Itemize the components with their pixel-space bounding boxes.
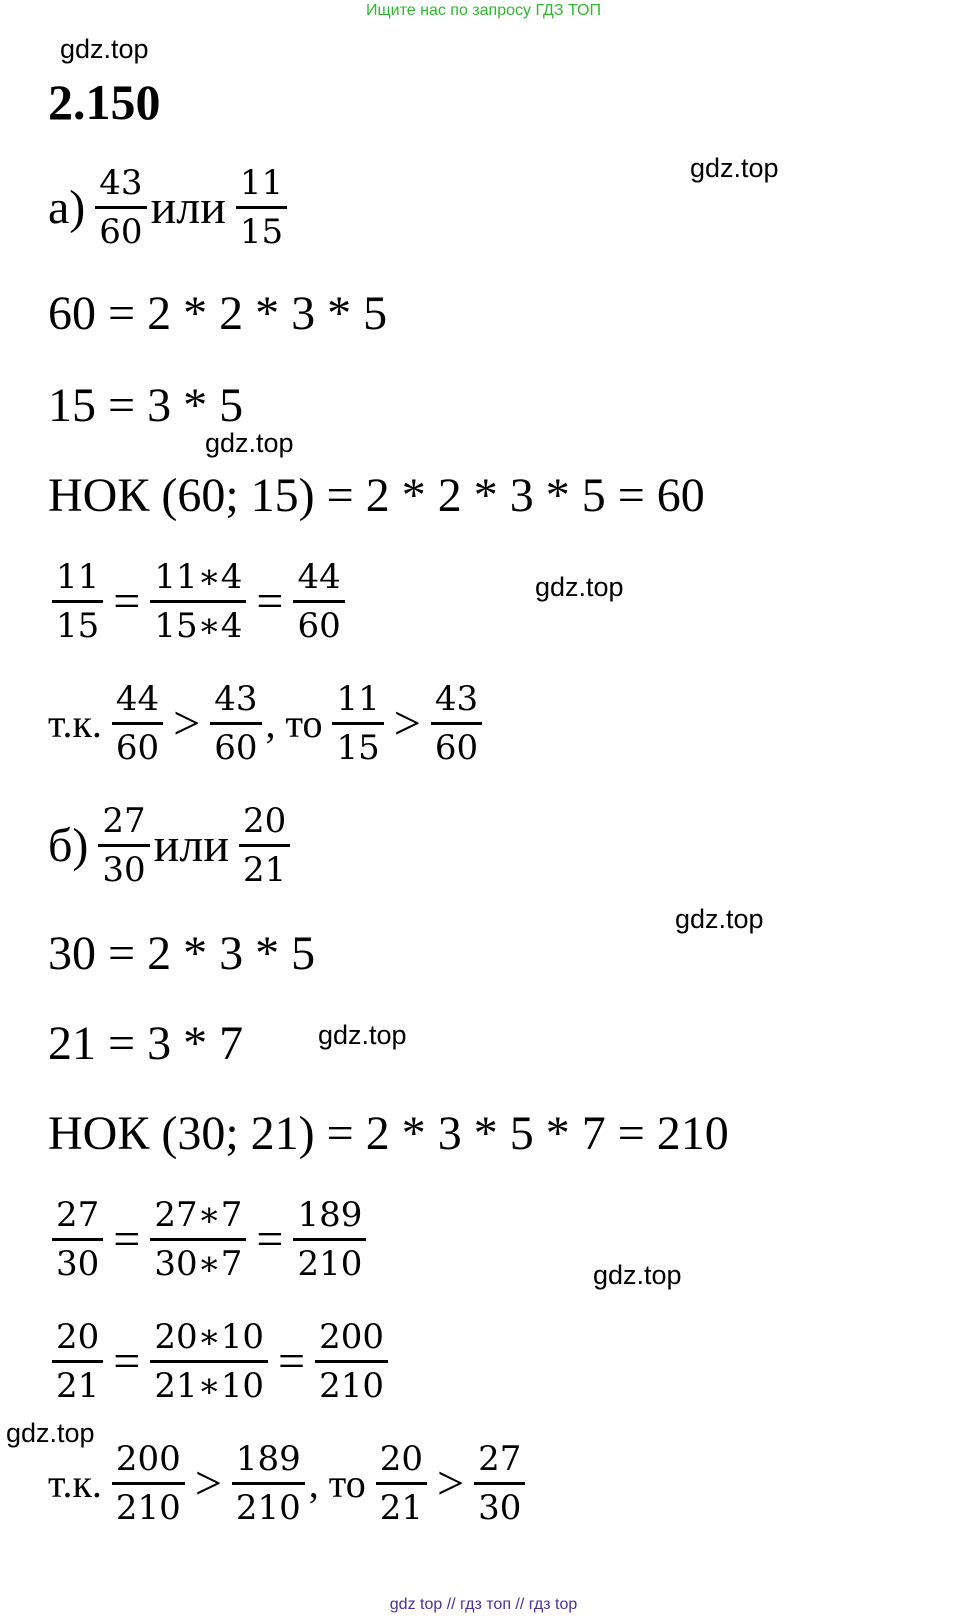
fraction — [52, 1316, 103, 1407]
numerator: 44 — [115, 679, 160, 719]
greater-sign: > — [393, 697, 421, 750]
fraction-bar — [332, 722, 383, 725]
fraction-bar — [52, 600, 103, 603]
denominator: 210 — [297, 1244, 363, 1284]
lcm-line: НОК (60; 15) = 2 * 2 * 3 * 5 = 60 — [48, 469, 705, 522]
fraction — [52, 556, 103, 647]
numerator: 20 — [243, 801, 287, 841]
denominator: 15 — [336, 728, 380, 768]
top-banner[interactable]: Ищите нас по запросу ГДЗ ТОП — [366, 2, 601, 19]
factorization-line: 30 = 2 * 3 * 5 — [48, 927, 316, 980]
factorization-line: 60 = 2 * 2 * 3 * 5 — [48, 287, 388, 340]
equals-sign: = — [113, 1213, 141, 1266]
fraction-bar — [112, 722, 163, 725]
lcm-line: НОК (30; 21) = 2 * 3 * 5 * 7 = 210 — [48, 1107, 729, 1160]
fraction — [150, 1194, 246, 1285]
denominator: 15 — [56, 606, 100, 646]
numerator: 27∗7 — [154, 1195, 243, 1235]
equals-sign: = — [256, 575, 284, 628]
denominator: 21 — [243, 850, 287, 890]
fraction-bar — [431, 722, 482, 725]
fraction — [293, 556, 344, 647]
watermark: gdz.top — [593, 1260, 682, 1290]
fraction-bar — [239, 844, 290, 847]
watermark: gdz.top — [675, 904, 764, 934]
numerator: 11 — [56, 557, 100, 597]
numerator: 27 — [478, 1439, 522, 1479]
fraction-bar — [52, 1238, 103, 1241]
part-label: а) — [48, 181, 86, 234]
numerator: 27 — [56, 1195, 100, 1235]
fraction-bar — [210, 722, 261, 725]
denominator: 15 — [239, 212, 284, 252]
then-word: , то — [265, 701, 323, 746]
fraction-bar — [52, 1360, 103, 1363]
part-b-statement — [48, 800, 294, 891]
watermark: gdz.top — [535, 572, 624, 602]
fraction-bar — [293, 1238, 366, 1241]
denominator: 15∗4 — [154, 606, 243, 646]
fraction — [332, 678, 383, 769]
numerator: 43 — [434, 679, 479, 719]
fraction — [315, 1316, 388, 1407]
numerator: 43 — [214, 679, 258, 719]
numerator: 43 — [99, 163, 143, 203]
fraction — [210, 678, 261, 769]
fraction — [431, 678, 482, 769]
denominator: 21 — [56, 1366, 100, 1406]
fraction-bar — [150, 1238, 246, 1241]
conclusion-line — [48, 1438, 529, 1529]
denominator: 21 — [379, 1488, 424, 1528]
watermark: gdz.top — [690, 153, 779, 183]
conversion-line — [48, 1194, 370, 1285]
greater-sign: > — [173, 697, 201, 750]
watermark: gdz.top — [6, 1418, 95, 1448]
fraction — [52, 1194, 103, 1285]
equals-sign: = — [256, 1213, 284, 1266]
since-word: т.к. — [48, 1461, 102, 1506]
fraction-bar — [474, 1482, 525, 1485]
or-word: или — [150, 181, 226, 234]
factorization-line: 15 = 3 * 5 — [48, 379, 244, 432]
fraction — [95, 162, 146, 253]
denominator: 30 — [478, 1488, 522, 1528]
fraction-bar — [376, 1482, 427, 1485]
denominator: 30∗7 — [154, 1244, 243, 1284]
denominator: 60 — [297, 606, 341, 646]
fraction — [293, 1194, 366, 1285]
or-word: или — [153, 819, 229, 872]
equals-sign: = — [277, 1335, 306, 1388]
greater-sign: > — [437, 1457, 465, 1510]
numerator: 20 — [56, 1317, 100, 1357]
fraction-bar — [150, 1360, 268, 1363]
denominator: 30 — [102, 850, 146, 890]
denominator: 30 — [56, 1244, 100, 1284]
denominator: 60 — [115, 728, 160, 768]
fraction-bar — [95, 206, 146, 209]
part-label: б) — [48, 819, 89, 872]
bottom-banner[interactable]: gdz top // гдз топ // гдз top — [389, 1596, 578, 1613]
fraction — [150, 1316, 268, 1407]
conversion-line — [48, 1316, 392, 1407]
fraction — [98, 800, 149, 891]
denominator: 210 — [115, 1488, 181, 1528]
numerator: 200 — [319, 1317, 384, 1357]
fraction-bar — [293, 600, 344, 603]
numerator: 44 — [297, 557, 341, 597]
equals-sign: = — [113, 575, 141, 628]
fraction-bar — [236, 206, 287, 209]
watermark: gdz.top — [318, 1020, 407, 1050]
numerator: 20 — [379, 1439, 424, 1479]
problem-number: 2.150 — [48, 74, 161, 130]
fraction-bar — [150, 600, 246, 603]
denominator: 60 — [434, 728, 479, 768]
numerator: 200 — [115, 1439, 181, 1479]
numerator: 20∗10 — [154, 1317, 264, 1357]
factorization-line: 21 = 3 * 7 — [48, 1017, 244, 1070]
conversion-line — [48, 556, 349, 647]
fraction — [150, 556, 246, 647]
greater-sign: > — [194, 1457, 222, 1510]
denominator: 210 — [235, 1488, 301, 1528]
denominator: 21∗10 — [154, 1366, 264, 1406]
fraction — [236, 162, 287, 253]
fraction — [232, 1438, 305, 1529]
numerator: 189 — [235, 1439, 301, 1479]
watermark: gdz.top — [60, 34, 149, 64]
denominator: 60 — [214, 728, 258, 768]
fraction — [474, 1438, 525, 1529]
numerator: 27 — [102, 801, 146, 841]
fraction-bar — [112, 1482, 185, 1485]
fraction-bar — [98, 844, 149, 847]
part-a-statement — [48, 162, 291, 253]
fraction — [376, 1438, 427, 1529]
fraction-bar — [232, 1482, 305, 1485]
fraction — [112, 1438, 185, 1529]
since-word: т.к. — [48, 701, 102, 746]
equals-sign: = — [113, 1335, 141, 1388]
numerator: 11 — [239, 163, 284, 203]
numerator: 11 — [336, 679, 380, 719]
watermark: gdz.top — [205, 428, 294, 458]
numerator: 189 — [297, 1195, 363, 1235]
then-word: , то — [308, 1461, 366, 1506]
numerator: 11∗4 — [154, 557, 243, 597]
denominator: 60 — [99, 212, 143, 252]
fraction — [239, 800, 290, 891]
denominator: 210 — [319, 1366, 384, 1406]
conclusion-line — [48, 678, 486, 769]
fraction-bar — [315, 1360, 388, 1363]
fraction — [112, 678, 163, 769]
